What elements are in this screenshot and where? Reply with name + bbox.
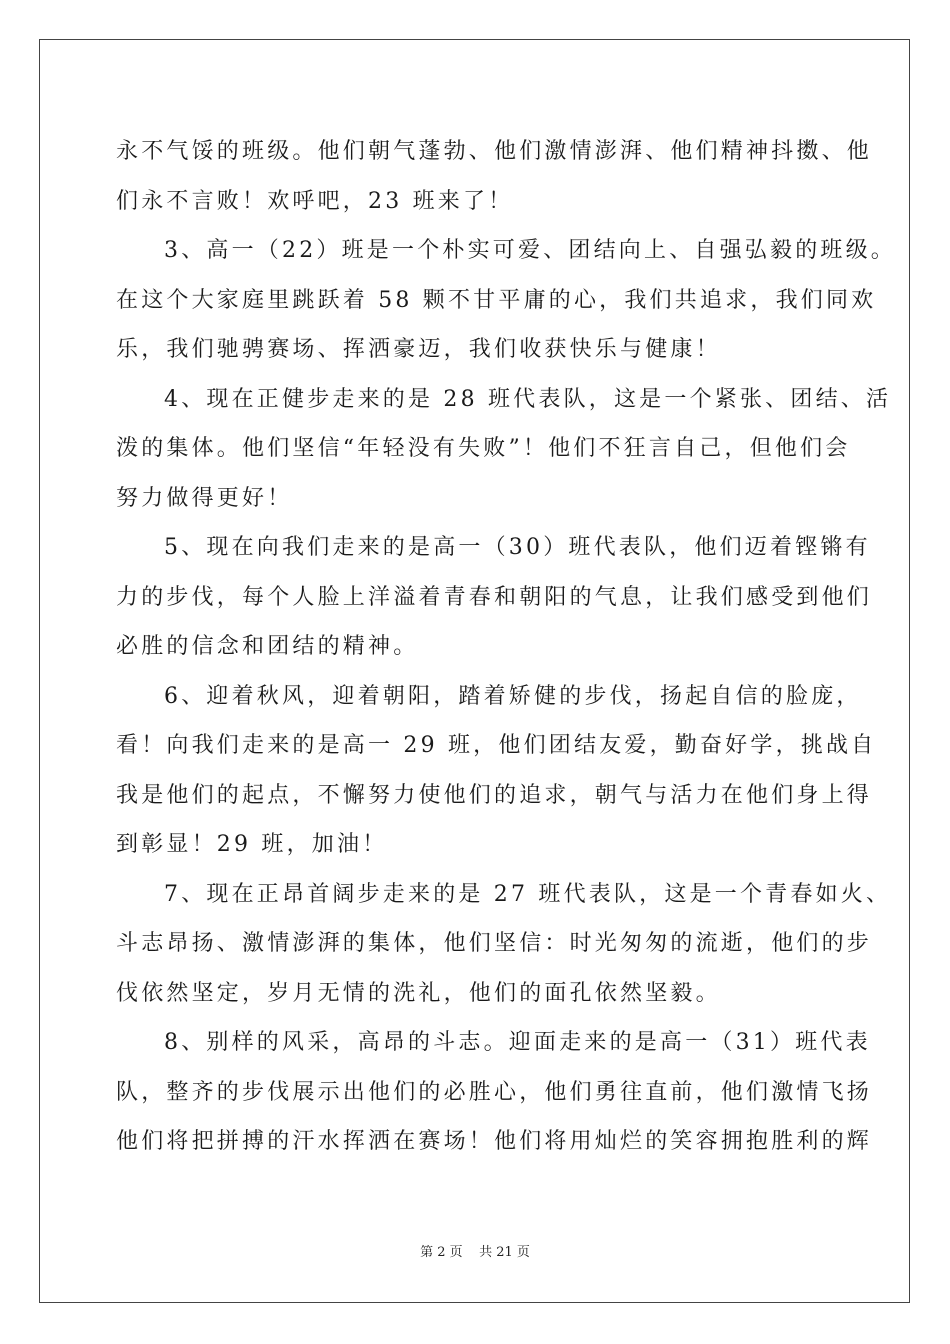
paragraph-start-line: 5、现在向我们走来的是高一（30）班代表队，他们迈着铿锵有 xyxy=(164,535,871,560)
paragraph-start-line: 6、迎着秋风，迎着朝阳，踏着矫健的步伐，扬起自信的脸庞， xyxy=(164,683,862,709)
page-number-footer: 第 2 页 共 21 页 xyxy=(420,1245,530,1260)
text-line: 永不气馁的班级。他们朝气蓬勃、他们激情澎湃、他们精神抖擞、他 xyxy=(116,139,873,164)
text-line: 乐，我们驰骋赛场、挥洒豪迈，我们收获快乐与健康！ xyxy=(116,337,721,362)
text-line: 看！向我们走来的是高一 29 班，他们团结友爱，勤奋好学，挑战自 xyxy=(116,733,877,758)
paragraph-start-line: 7、现在正昂首阔步走来的是 27 班代表队，这是一个青春如火、 xyxy=(164,881,892,907)
text-line: 他们将把拼搏的汗水挥洒在赛场！他们将用灿烂的笑容拥抱胜利的辉 xyxy=(116,1129,873,1154)
text-line: 我是他们的起点，不懈努力使他们的追求，朝气与活力在他们身上得 xyxy=(116,782,873,808)
text-line: 努力做得更好！ xyxy=(116,485,293,511)
text-line: 们永不言败！欢呼吧，23 班来了！ xyxy=(116,188,514,214)
document-body xyxy=(116,127,896,1167)
paragraph-start-line: 4、现在正健步走来的是 28 班代表队，这是一个紧张、团结、活 xyxy=(164,386,892,412)
text-line: 必胜的信念和团结的精神。 xyxy=(116,634,419,659)
text-line: 伐依然坚定，岁月无情的洗礼，他们的面孔依然坚毅。 xyxy=(116,980,721,1006)
text-line: 到彰显！29 班，加油！ xyxy=(116,832,388,857)
text-line: 在这个大家庭里跳跃着 58 颗不甘平庸的心，我们共追求，我们同欢 xyxy=(116,287,877,313)
text-line: 斗志昂扬、激情澎湃的集体，他们坚信：时光匆匆的流逝，他们的步 xyxy=(116,931,873,956)
text-line: 队，整齐的步伐展示出他们的必胜心，他们勇往直前，他们激情飞扬 xyxy=(116,1079,873,1105)
paragraph-start-line: 8、别样的风采，高昂的斗志。迎面走来的是高一（31）班代表 xyxy=(164,1030,871,1055)
paragraph-start-line: 3、高一（22）班是一个朴实可爱、团结向上、自强弘毅的班级。 xyxy=(164,238,896,263)
text-line: 力的步伐，每个人脸上洋溢着青春和朝阳的气息，让我们感受到他们 xyxy=(116,584,873,610)
text-line: 泼的集体。他们坚信“年轻没有失败”！他们不狂言自己，但他们会 xyxy=(116,436,851,461)
